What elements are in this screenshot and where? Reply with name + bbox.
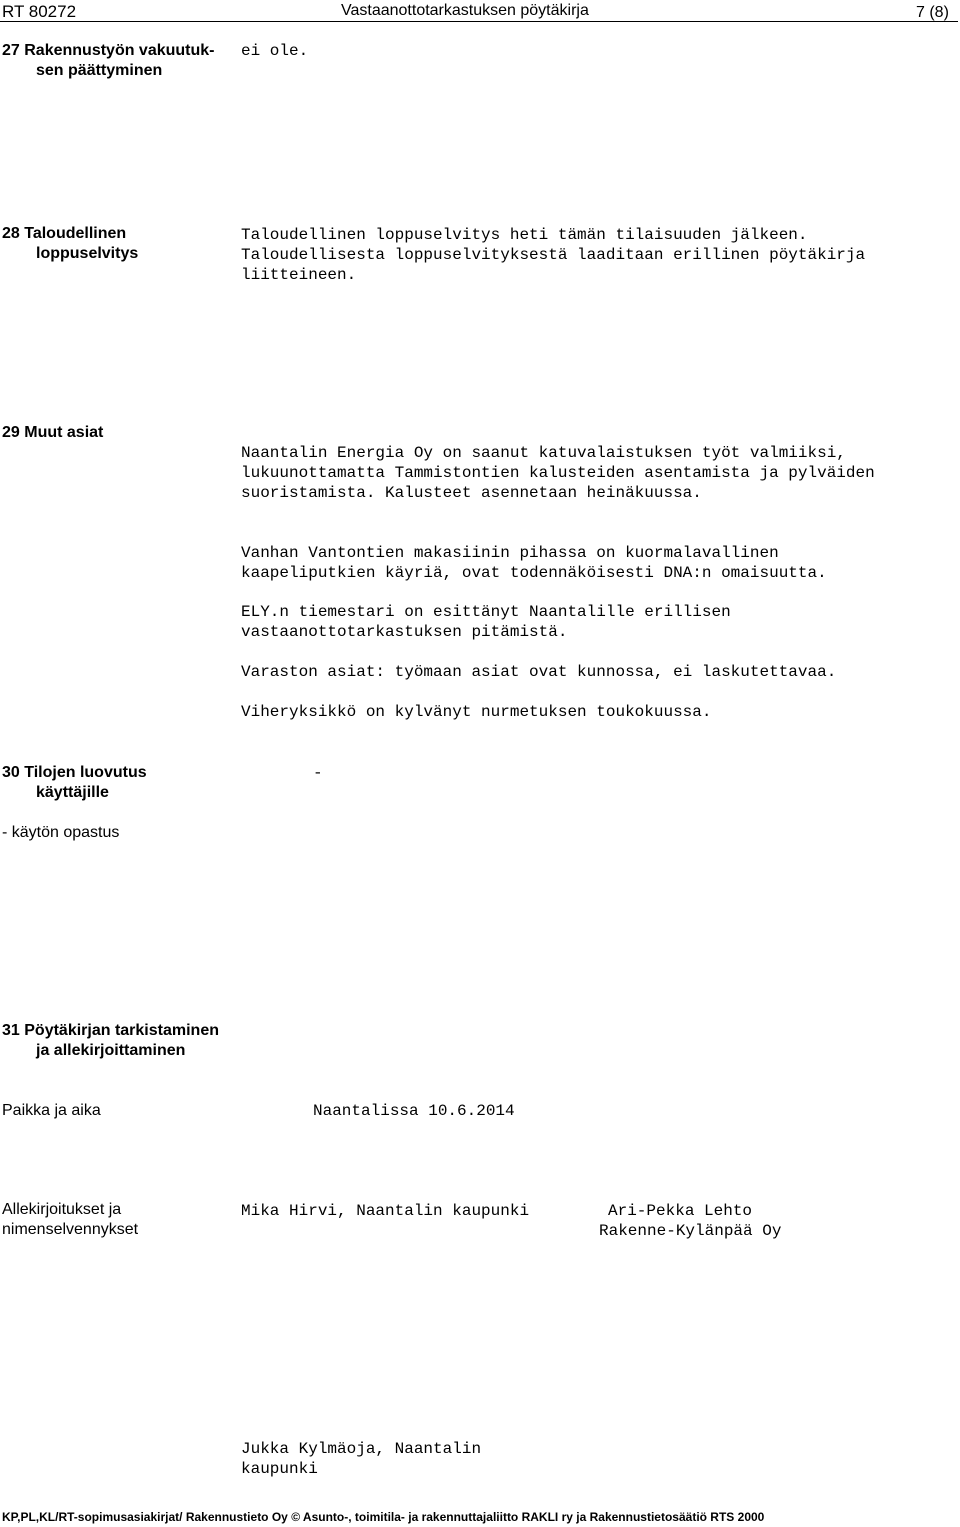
page-number: 7 (8) — [916, 4, 949, 21]
section-28-text-line: Taloudellisesta loppuselvityksestä laaditaan erillinen pöytäkirja — [241, 246, 866, 264]
section-30-sub-label: - käytön opastus — [2, 824, 120, 841]
signatures-label-line2: nimenselvennykset — [2, 1221, 139, 1238]
page-footer: KP,PL,KL/RT-sopimusasiakirjat/ Rakennustieto Oy © Asunto-, toimitila- ja rakennuttajaliitto RAKLI ry ja Rakennustietosäätiö RTS 2000 — [2, 1510, 765, 1524]
section-29-label: 29 Muut asiat — [2, 424, 104, 441]
section-29-text-line: Naantalin Energia Oy on saanut katuvalaistuksen työt valmiiksi, — [241, 444, 846, 462]
header-divider — [0, 21, 958, 22]
signature-name: Mika Hirvi, Naantalin kaupunki — [241, 1202, 530, 1220]
place-time-value: Naantalissa 10.6.2014 — [313, 1102, 515, 1120]
section-29-text-line: ELY.n tiemestari on esittänyt Naantalille erillisen — [241, 603, 731, 621]
signature-organization: Rakenne-Kylänpää Oy — [599, 1222, 782, 1240]
section-29-text-line: suoristamista. Kalusteet asennetaan heinäkuussa. — [241, 484, 702, 502]
signature-name: Jukka Kylmäoja, Naantalin — [241, 1440, 482, 1458]
document-code: RT 80272 — [2, 2, 77, 21]
signature-organization: kaupunki — [241, 1460, 318, 1478]
section-28-label-line1: 28 Taloudellinen — [2, 225, 127, 242]
place-time-label: Paikka ja aika — [2, 1102, 101, 1119]
document-title: Vastaanottotarkastuksen pöytäkirja — [341, 2, 589, 19]
section-29-text-line: Vanhan Vantontien makasiinin pihassa on kuormalavallinen — [241, 544, 779, 562]
section-29-text-line: Varaston asiat: työmaan asiat ovat kunnossa, ei laskutettavaa. — [241, 663, 837, 681]
section-29-text-line: lukuunottamatta Tammistontien kalusteiden asentamista ja pylväiden — [241, 464, 875, 482]
section-27-content: ei ole. — [241, 42, 309, 60]
section-30-label-line1: 30 Tilojen luovutus — [2, 764, 147, 781]
section-29-text-line: vastaanottotarkastuksen pitämistä. — [241, 623, 568, 641]
section-27-label-line1: 27 Rakennustyön vakuutuk- — [2, 42, 215, 59]
section-29-text-line: Viheryksikkö on kylvänyt nurmetuksen toukokuussa. — [241, 703, 712, 721]
section-31-label-line1: 31 Pöytäkirjan tarkistaminen — [2, 1022, 219, 1039]
section-30-label-line2: käyttäjille — [36, 784, 109, 801]
section-30-dash: - — [313, 764, 323, 782]
section-29-text-line: kaapeliputkien käyriä, ovat todennäköisesti DNA:n omaisuutta. — [241, 564, 827, 582]
signature-name: Ari-Pekka Lehto — [608, 1202, 753, 1220]
signatures-label-line1: Allekirjoitukset ja — [2, 1201, 122, 1218]
section-28-label-line2: loppuselvitys — [36, 245, 139, 262]
section-27-label-line2: sen päättyminen — [36, 62, 163, 79]
section-31-label-line2: ja allekirjoittaminen — [36, 1042, 186, 1059]
section-28-text-line: Taloudellinen loppuselvitys heti tämän tilaisuuden jälkeen. — [241, 226, 808, 244]
section-28-text-line: liitteineen. — [241, 266, 357, 284]
